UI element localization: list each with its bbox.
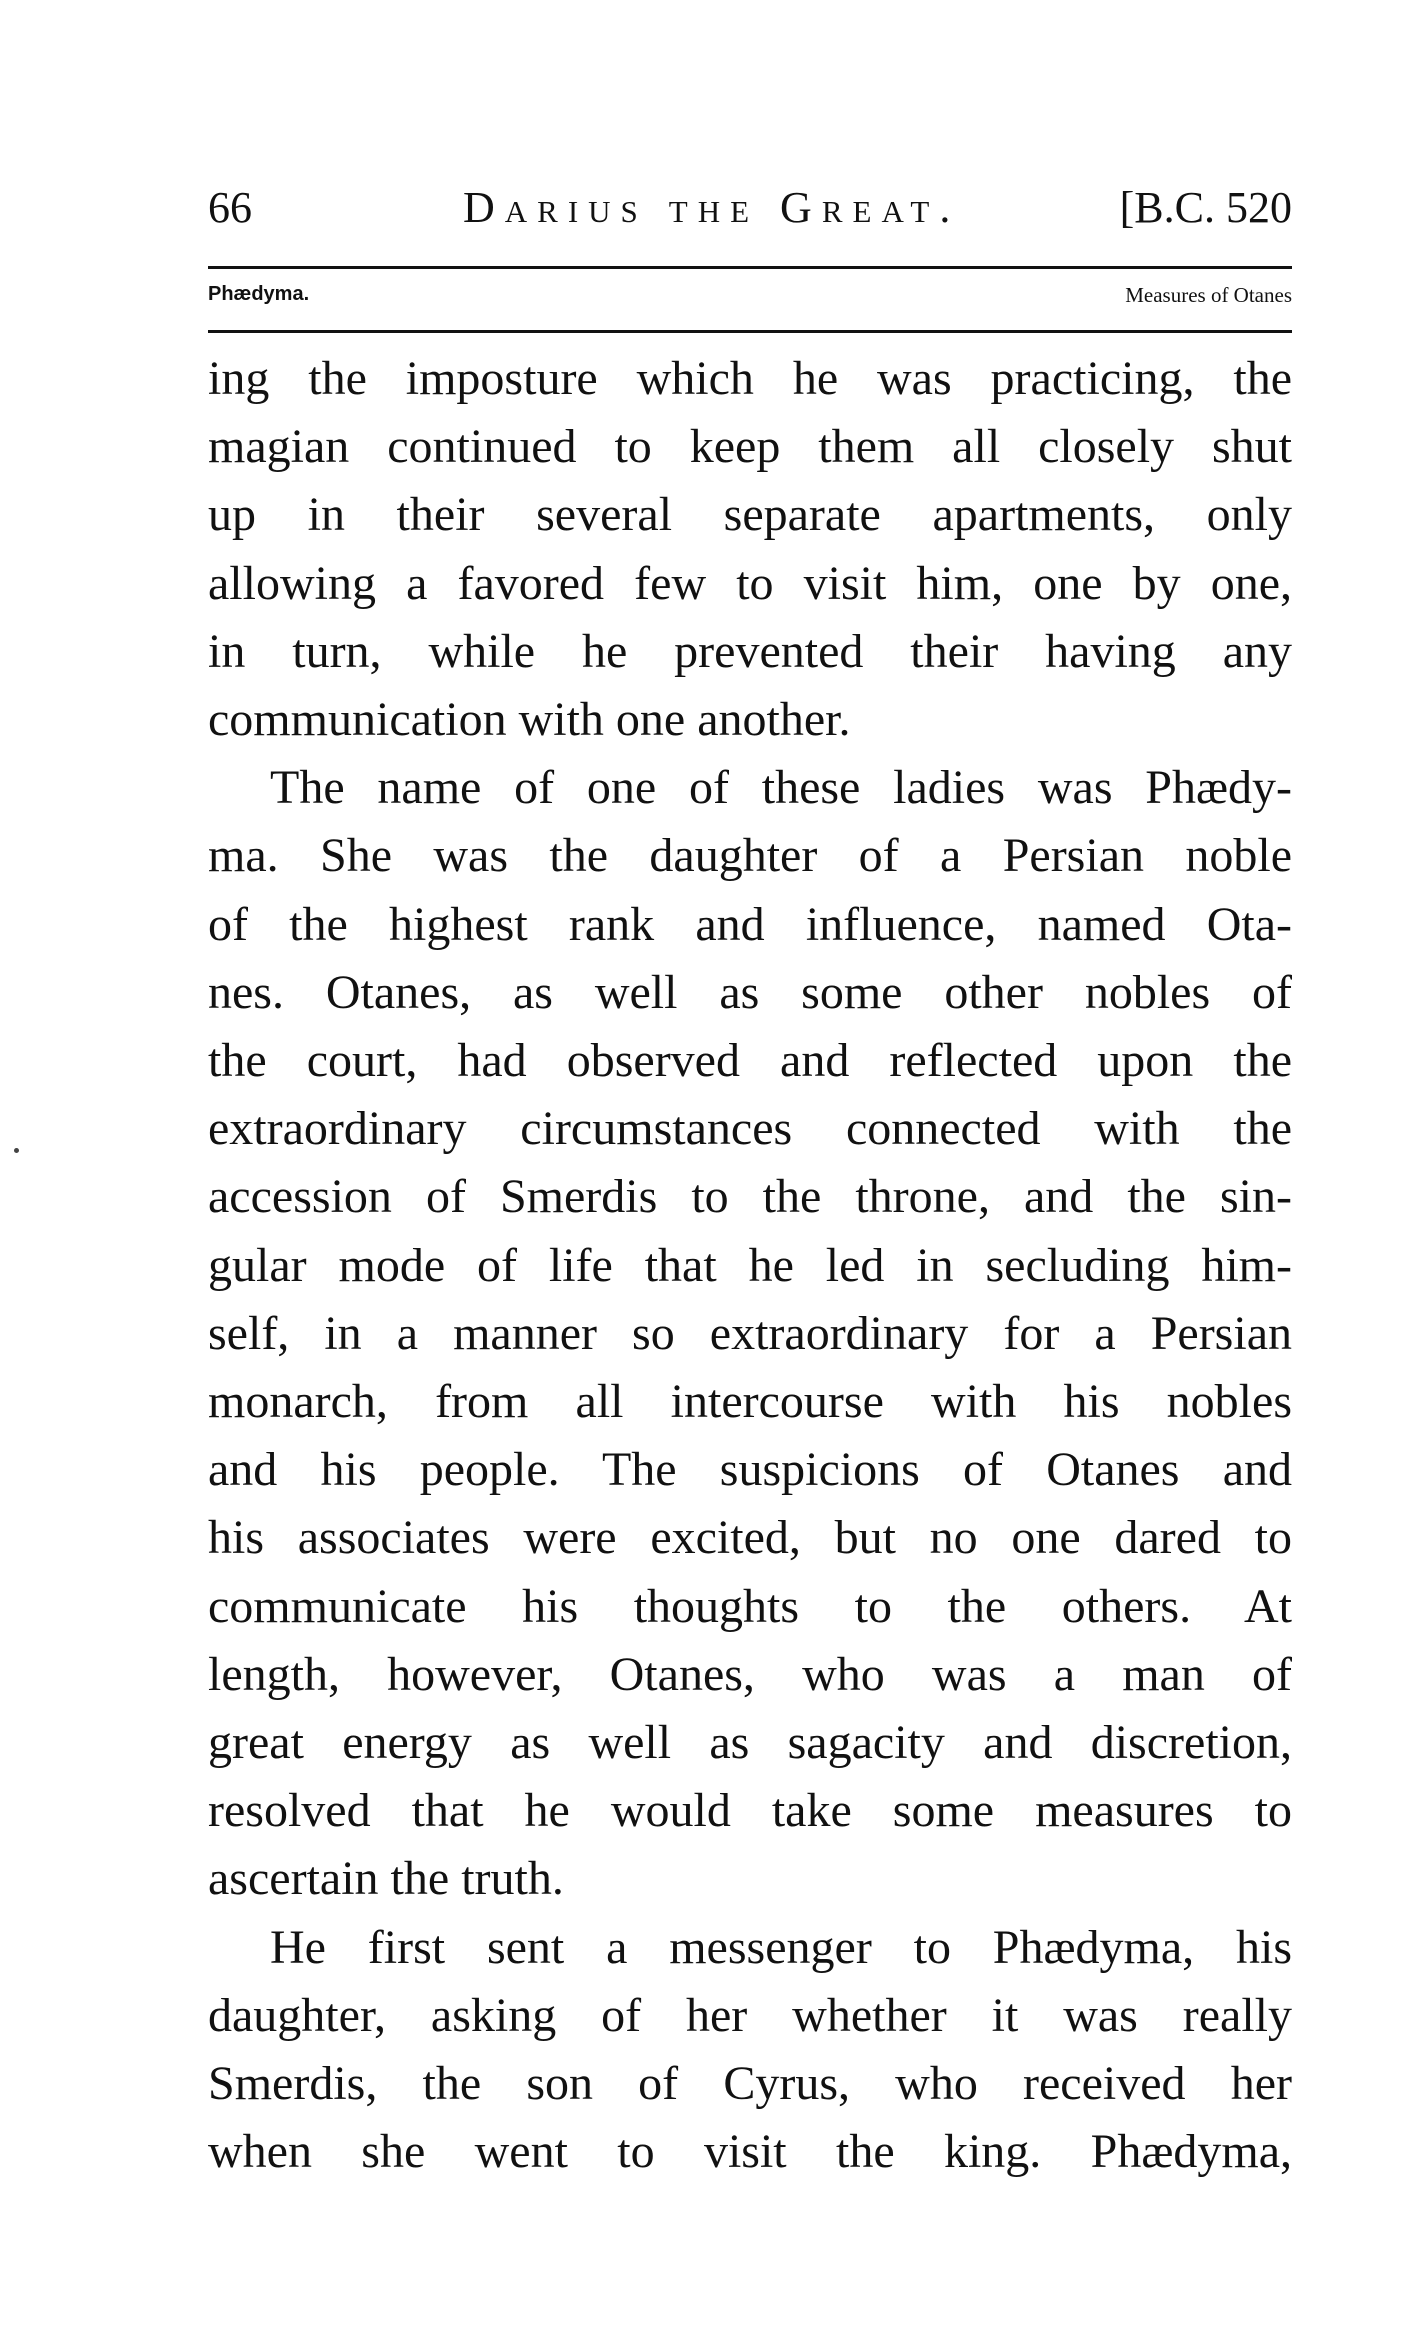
body-text (208, 345, 1292, 2186)
text-line: length, however, Otanes, who was a man of (208, 1647, 1292, 1701)
header-rule-top (208, 266, 1292, 269)
text-line: The name of one of these ladies was Phædy- (270, 761, 1292, 815)
text-line: monarch, from all intercourse with his nobles (208, 1375, 1292, 1429)
text-line: nes. Otanes, as well as some other nobles of (208, 965, 1292, 1019)
side-heading-left: Phædyma. (208, 283, 310, 305)
text-line: great energy as well as sagacity and discretion, (208, 1716, 1292, 1770)
page-number: 66 (208, 183, 252, 232)
running-head (208, 168, 1308, 248)
header-rule-bottom (208, 330, 1292, 333)
text-line: self, in a manner so extraordinary for a Persian (208, 1306, 1292, 1360)
text-line: magian continued to keep them all closely shut (208, 420, 1292, 474)
text-line: gular mode of life that he led in secluding him- (208, 1238, 1292, 1292)
text-line: of the highest rank and influence, named Ota- (208, 897, 1292, 951)
text-line: daughter, asking of her whether it was really (208, 1988, 1292, 2042)
text-line: allowing a favored few to visit him, one by one, (208, 556, 1292, 610)
text-line: accession of Smerdis to the throne, and the sin- (208, 1170, 1292, 1224)
text-line: ascertain the truth. (208, 1852, 564, 1906)
text-line: and his people. The suspicions of Otanes and (208, 1443, 1292, 1497)
text-line: communicate his thoughts to the others. At (208, 1579, 1292, 1633)
text-line: up in their several separate apartments, only (208, 488, 1292, 542)
text-line: He first sent a messenger to Phædyma, his (270, 1920, 1292, 1974)
text-line: the court, had observed and reflected upon the (208, 1034, 1292, 1088)
text-line: in turn, while he prevented their having any (208, 624, 1292, 678)
side-heading-right: Measures of Otanes (1125, 283, 1292, 307)
text-line: resolved that he would take some measures to (208, 1784, 1292, 1838)
scan-speck (14, 1148, 19, 1153)
text-line: extraordinary circumstances connected with the (208, 1102, 1292, 1156)
text-line: communication with one another. (208, 693, 851, 747)
text-line: Smerdis, the son of Cyrus, who received her (208, 2057, 1292, 2111)
text-line: ma. She was the daughter of a Persian noble (208, 829, 1292, 883)
date-reference: [B.C. 520 (1119, 183, 1292, 232)
running-title: Darius the Great. (463, 183, 961, 232)
text-line: ing the imposture which he was practicing, the (208, 352, 1292, 405)
text-line: his associates were excited, but no one dared to (208, 1511, 1292, 1565)
text-line: when she went to visit the king. Phædyma, (208, 2125, 1292, 2179)
